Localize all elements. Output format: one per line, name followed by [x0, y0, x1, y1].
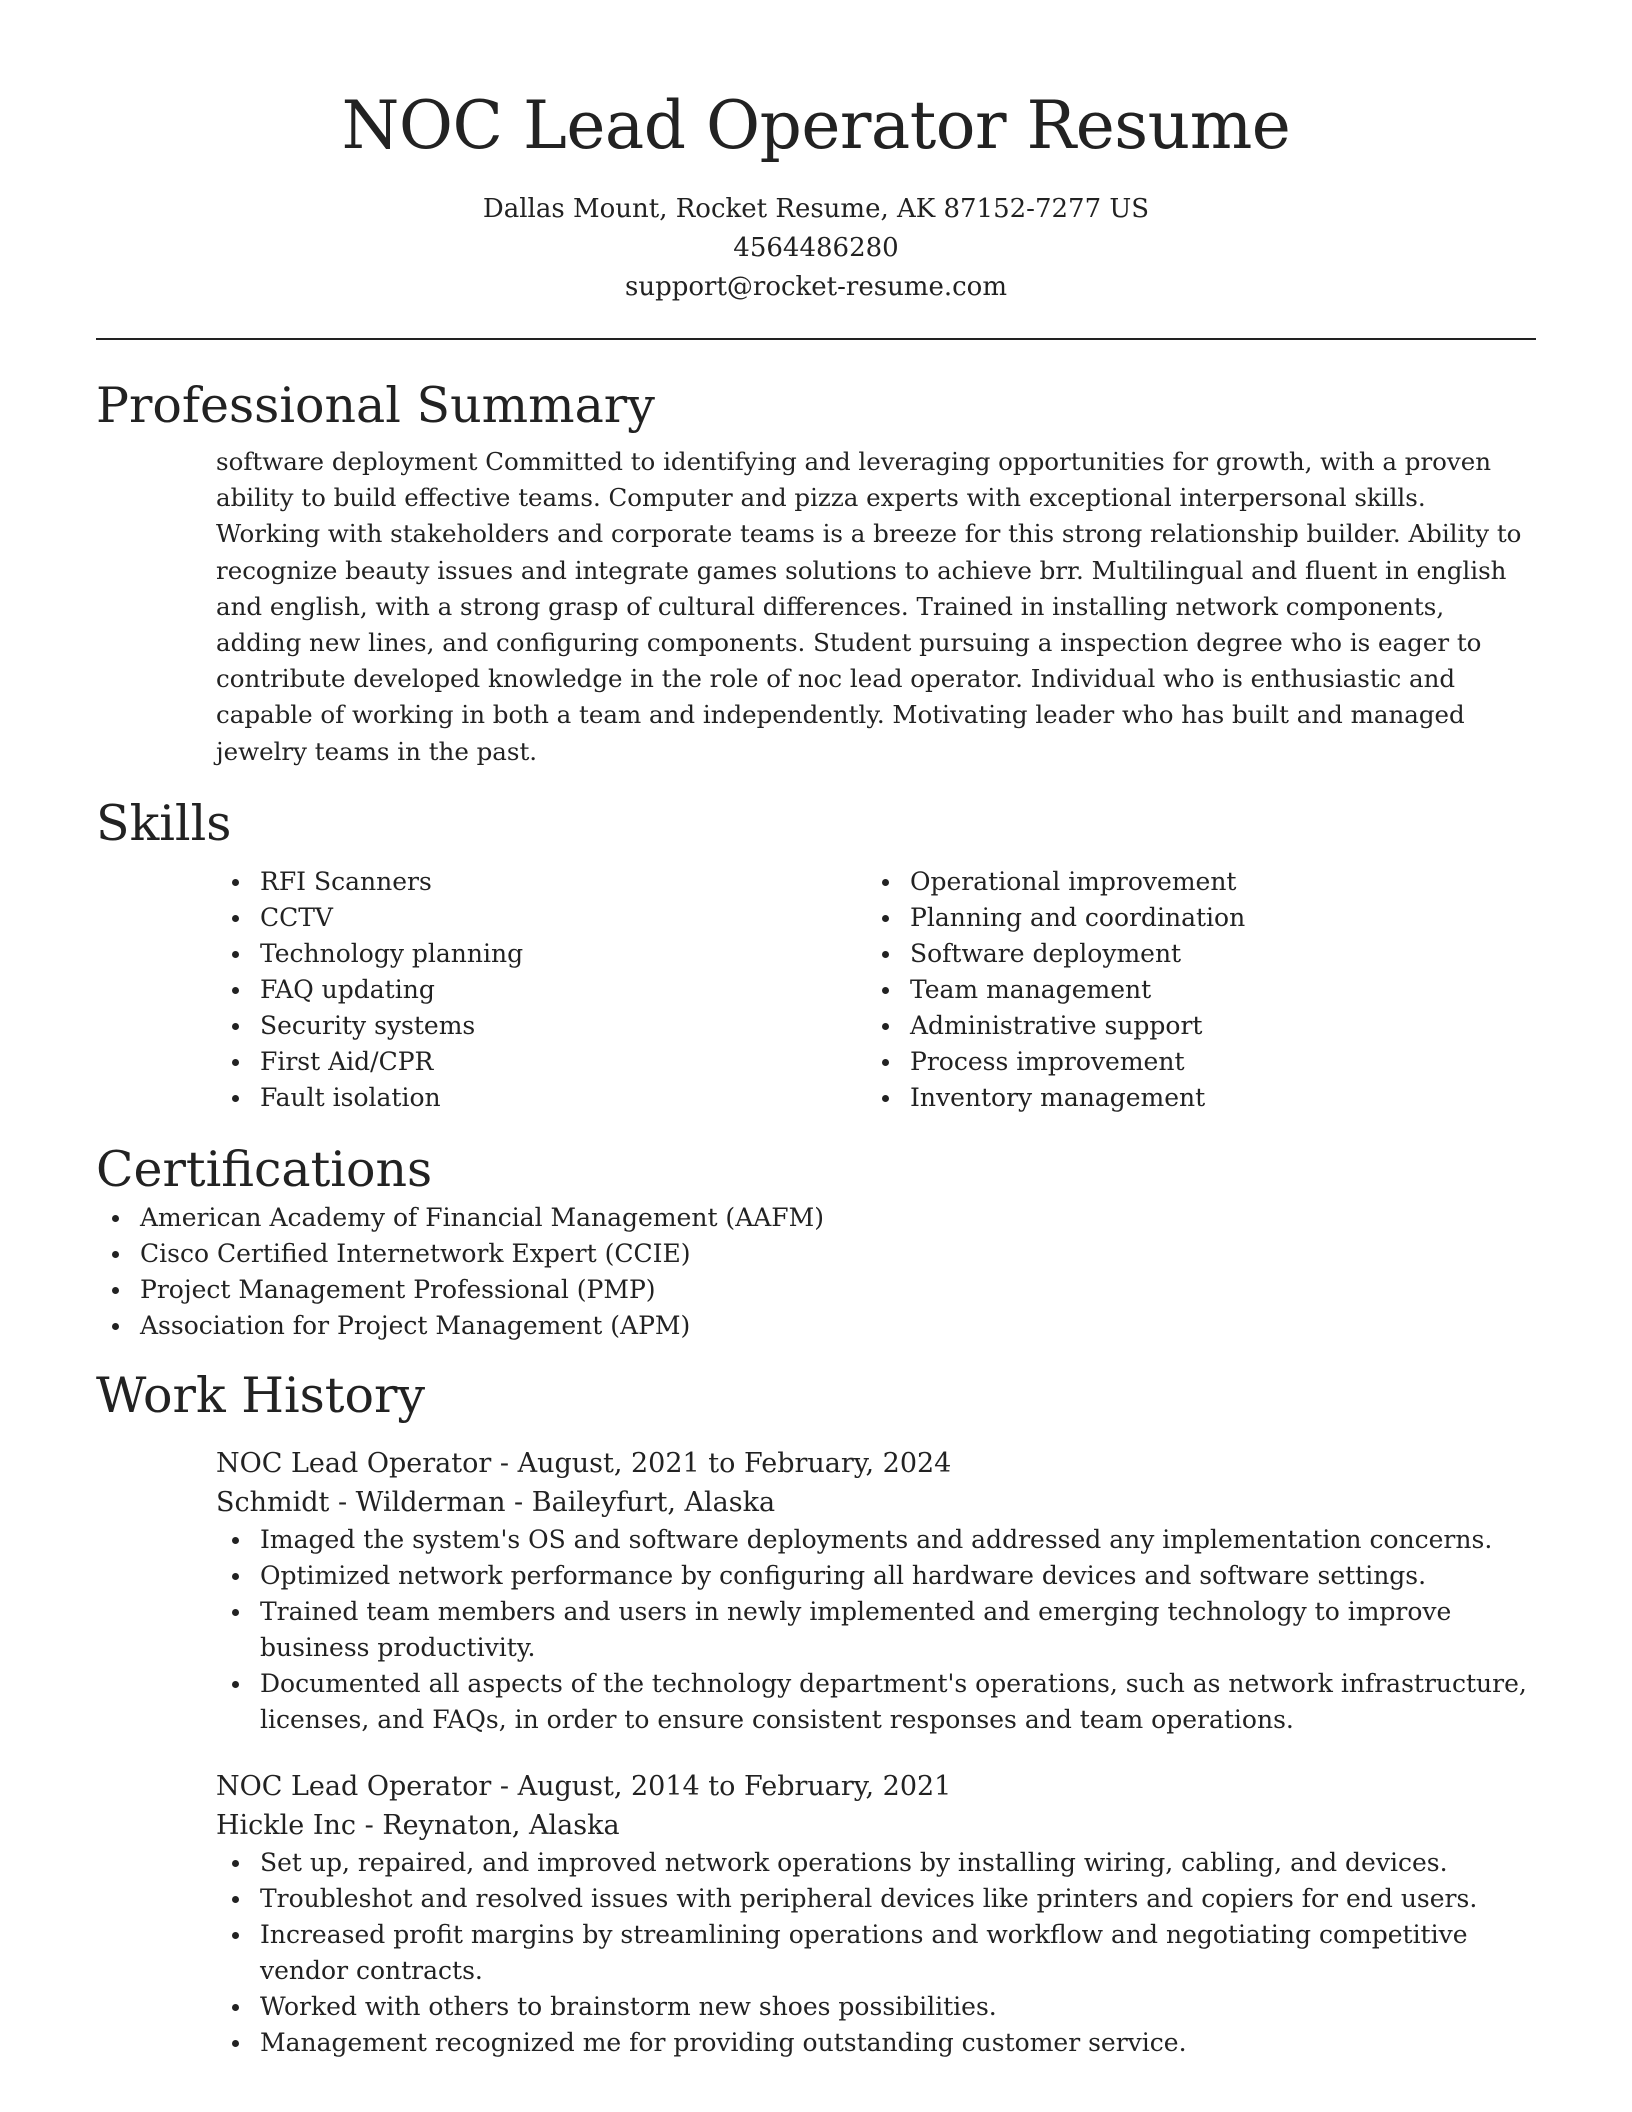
skill-item: FAQ updating — [216, 972, 866, 1008]
job-duty-item: Trained team members and users in newly implemented and emerging technology to improve business productivity. — [216, 1594, 1536, 1666]
job-duties-list — [216, 1522, 1536, 1738]
job-company-line: Hickle Inc - Reynaton, Alaska — [216, 1809, 620, 1841]
job-duty-item: Set up, repaired, and improved network operations by installing wiring, cabling, and devices. — [216, 1845, 1536, 1881]
job-duty-item: Worked with others to brainstorm new shoes possibilities. — [216, 1989, 1536, 2025]
summary-text: software deployment Committed to identifying and leveraging opportunities for growth, with a proven ability to build effective teams. Computer and pizza experts with exceptional interpersonal skills. Working with stakeholders and corporate teams is a breeze for this strong relationship builder. Ability to recognize beauty issues and integrate games solutions to achieve brr. Multilingual and fluent in english and english, with a strong grasp of cultural differences. Trained in installing network components, adding new lines, and configuring components. Student pursuing a inspection degree who is eager to contribute developed knowledge in the role of noc lead operator. Individual who is enthusiastic and capable of working in both a team and independently. Motivating leader who has built and managed jewelry teams in the past. — [216, 447, 1522, 766]
job-duty-item: Optimized network performance by configuring all hardware devices and software settings. — [216, 1558, 1536, 1594]
resume-title: NOC Lead Operator Resume — [341, 87, 1291, 164]
skill-item: Technology planning — [216, 936, 866, 972]
skill-item: Software deployment — [866, 936, 1516, 972]
skill-item: RFI Scanners — [216, 864, 866, 900]
certifications-list — [96, 1200, 1536, 1344]
skill-item: Process improvement — [866, 1044, 1516, 1080]
certification-item: American Academy of Financial Management (AAFM) — [96, 1200, 1536, 1236]
job-entry — [216, 1767, 1536, 2061]
job-entry — [216, 1444, 1536, 1738]
summary-heading: Professional Summary — [96, 377, 655, 434]
job-duty-item: Documented all aspects of the technology department's operations, such as network infrastructure, licenses, and FAQs, in order to ensure consistent responses and team operations. — [216, 1666, 1536, 1738]
job-company-line: Schmidt - Wilderman - Baileyfurt, Alaska — [216, 1486, 776, 1518]
certification-item: Cisco Certified Internetwork Expert (CCIE) — [96, 1236, 1536, 1272]
skill-item: Fault isolation — [216, 1080, 866, 1116]
header-divider — [96, 338, 1536, 340]
certifications-heading: Certifications — [96, 1140, 433, 1198]
job-title-line: NOC Lead Operator - August, 2014 to February, 2021 — [216, 1770, 952, 1802]
skill-item: First Aid/CPR — [216, 1044, 866, 1080]
skill-item: Administrative support — [866, 1008, 1516, 1044]
skill-item: Security systems — [216, 1008, 866, 1044]
certification-item: Project Management Professional (PMP) — [96, 1272, 1536, 1308]
contact-phone: 4564486280 — [733, 233, 899, 263]
skill-item: Inventory management — [866, 1080, 1516, 1116]
contact-email: support@rocket-resume.com — [624, 272, 1007, 302]
resume-page — [96, 0, 1536, 2061]
skill-item: Team management — [866, 972, 1516, 1008]
skills-list-left — [216, 864, 866, 1116]
job-duty-item: Imaged the system's OS and software deployments and addressed any implementation concerns. — [216, 1522, 1536, 1558]
job-title-line: NOC Lead Operator - August, 2021 to February, 2024 — [216, 1447, 952, 1479]
skills-heading: Skills — [96, 794, 232, 852]
work-history-heading: Work History — [96, 1366, 426, 1424]
job-duty-item: Increased profit margins by streamlining operations and workflow and negotiating competitive vendor contracts. — [216, 1917, 1536, 1989]
job-duty-item: Troubleshot and resolved issues with peripheral devices like printers and copiers for end users. — [216, 1881, 1536, 1917]
skills-columns — [216, 864, 1536, 1116]
job-duties-list — [216, 1845, 1536, 2061]
certification-item: Association for Project Management (APM) — [96, 1308, 1536, 1344]
skill-item: Operational improvement — [866, 864, 1516, 900]
skill-item: CCTV — [216, 900, 866, 936]
skills-list-right — [866, 864, 1516, 1116]
job-duty-item: Management recognized me for providing outstanding customer service. — [216, 2025, 1536, 2061]
contact-address: Dallas Mount, Rocket Resume, AK 87152-7277 US — [482, 194, 1150, 224]
skill-item: Planning and coordination — [866, 900, 1516, 936]
contact-block — [96, 190, 1536, 307]
